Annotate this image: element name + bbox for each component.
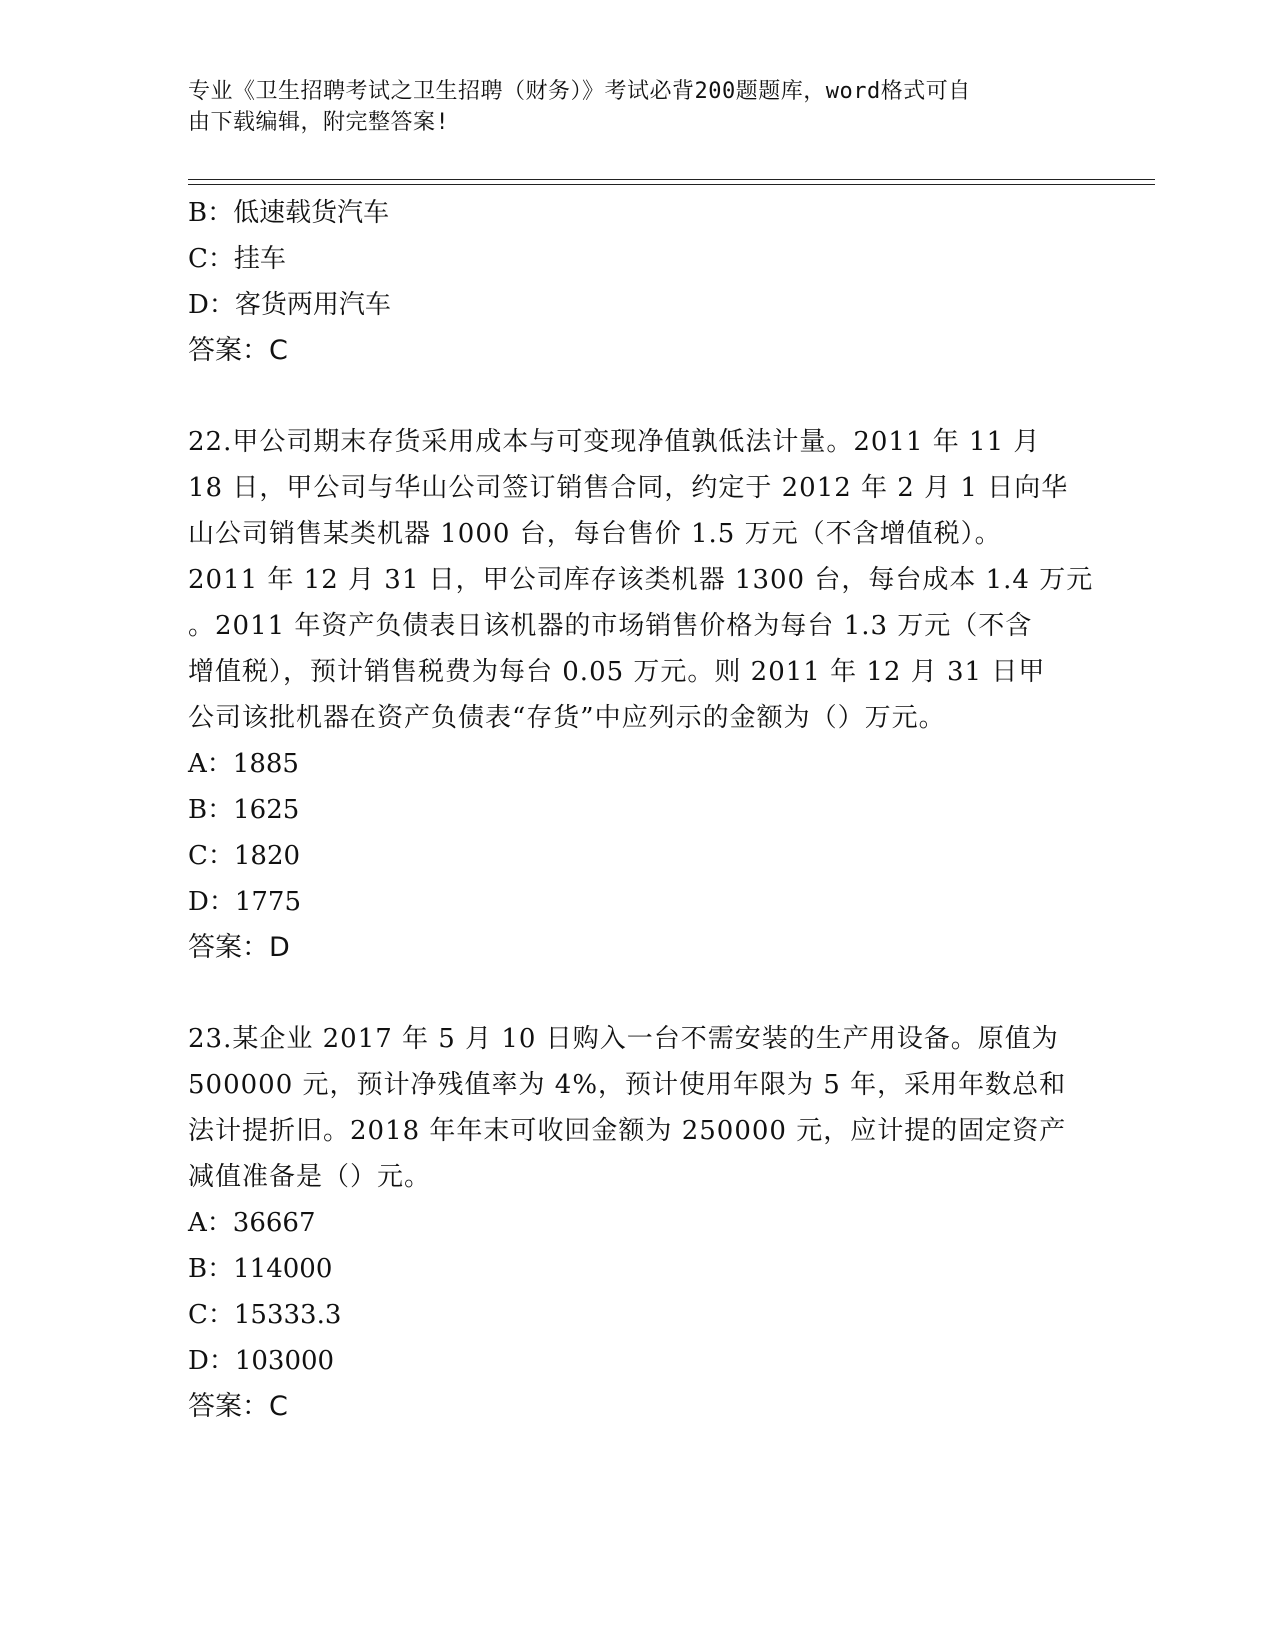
header-rule-top [188,179,1155,180]
header-line-1: 专业《卫生招聘考试之卫生招聘（财务）》考试必背200题题库，word格式可自 [188,79,971,104]
option-a: A：1885 [188,749,299,779]
question-line: 法计提折旧。2018 年年末可收回金额为 250000 元，应计提的固定资产 [188,1116,1067,1146]
option-b: B：1625 [188,795,300,825]
question-line: 公司该批机器在资产负债表“存货”中应列示的金额为（）万元。 [188,703,946,733]
answer: 答案：C [188,1391,288,1422]
document-header [188,76,1068,138]
question-line: 2011 年 12 月 31 日，甲公司库存该类机器 1300 台，每台成本 1.4 万元 [188,565,1094,595]
question-line: 500000 元，预计净残值率为 4%，预计使用年限为 5 年，采用年数总和 [188,1070,1067,1100]
spacer [188,971,1088,1016]
option-d: D：客货两用汽车 [188,290,391,320]
question-23 [188,1016,1088,1430]
option-b: B：114000 [188,1254,333,1284]
header-line-2: 由下载编辑，附完整答案! [188,110,450,135]
header-rule-bottom [188,184,1155,185]
option-d: D：1775 [188,887,302,917]
question-text [188,419,1094,741]
question-line: 减值准备是（）元。 [188,1162,432,1192]
spacer [188,374,1088,419]
option-a: A：36667 [188,1208,316,1238]
question-line: 22.甲公司期末存货采用成本与可变现净值孰低法计量。2011 年 11 月 [188,427,1041,457]
prev-question-options [188,190,1088,374]
question-line: 23.某企业 2017 年 5 月 10 日购入一台不需安装的生产用设备。原值为 [188,1024,1059,1054]
question-22 [188,419,1094,971]
question-line: 18 日，甲公司与华山公司签订销售合同，约定于 2012 年 2 月 1 日向华 [188,473,1069,503]
option-c: C：1820 [188,841,301,871]
option-d: D：103000 [188,1346,335,1376]
question-line: 山公司销售某类机器 1000 台，每台售价 1.5 万元（不含增值税）。 [188,519,1002,549]
question-line: 增值税），预计销售税费为每台 0.05 万元。则 2011 年 12 月 31 日甲 [188,657,1046,687]
document-body [188,190,1094,1430]
option-c: C：挂车 [188,244,286,274]
option-c: C：15333.3 [188,1300,342,1330]
answer: 答案：D [188,932,290,963]
answer: 答案：C [188,335,288,366]
option-b: B：低速载货汽车 [188,198,390,228]
question-line: 。2011 年资产负债表日该机器的市场销售价格为每台 1.3 万元（不含 [188,611,1033,641]
question-text [188,1016,1088,1200]
